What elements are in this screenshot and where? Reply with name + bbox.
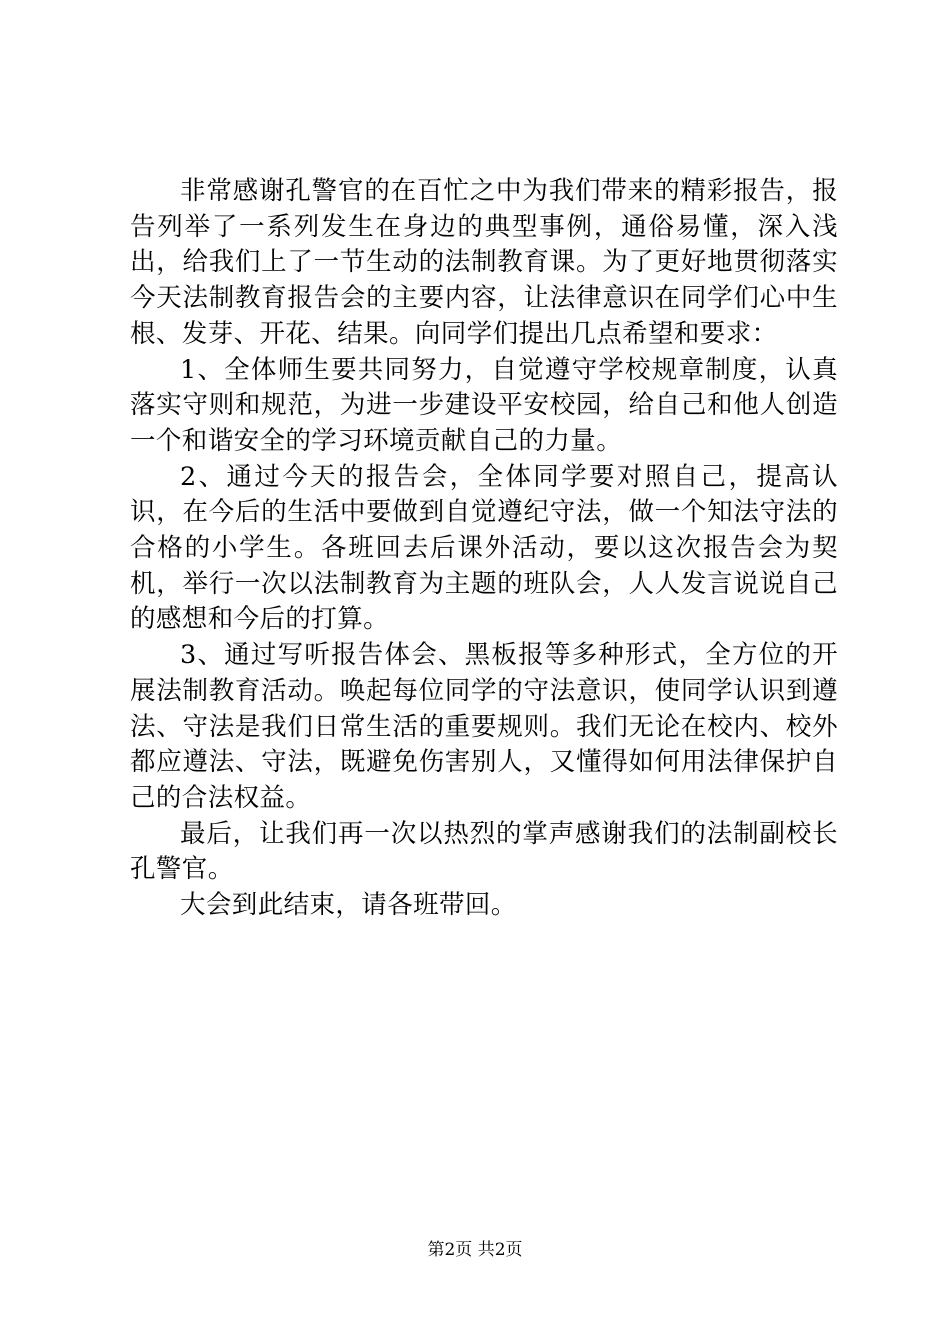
paragraph-intro: 非常感谢孔警官的在百忙之中为我们带来的精彩报告，报告列举了一系列发生在身边的典型事例，通俗易懂，深入浅出，给我们上了一节生动的法制教育课。为了更好地贯彻落实今天法制教育报告会的主要内容，让法律意识在同学们心中生根、发芽、开花、结果。向同学们提出几点希望和要求： bbox=[130, 176, 838, 349]
paragraph-point-3: 3、通过写听报告体会、黑板报等多种形式，全方位的开展法制教育活动。唤起每位同学的守法意识，使同学认识到遵法、守法是我们日常生活的重要规则。我们无论在校内、校外都应遵法、守法，既避免伤害别人，又懂得如何用法律保护自己的合法权益。 bbox=[130, 640, 838, 813]
paragraph-point-2: 2、通过今天的报告会，全体同学要对照自己，提高认识，在今后的生活中要做到自觉遵纪守法，做一个知法守法的合格的小学生。各班回去后课外活动，要以这次报告会为契机，举行一次以法制教育为主题的班队会，人人发言说说自己的感想和今后的打算。 bbox=[130, 461, 838, 635]
document-body bbox=[130, 174, 838, 924]
page-number-footer: 第2页 共2页 bbox=[427, 1240, 523, 1260]
paragraph-closing-thanks: 最后，让我们再一次以热烈的掌声感谢我们的法制副校长孔警官。 bbox=[130, 818, 838, 885]
paragraph-point-1: 1、全体师生要共同努力，自觉遵守学校规章制度，认真落实守则和规范，为进一步建设平安校园，给自己和他人创造一个和谐安全的学习环境贡献自己的力量。 bbox=[130, 354, 838, 456]
paragraph-meeting-end: 大会到此结束，请各班带回。 bbox=[180, 890, 517, 921]
